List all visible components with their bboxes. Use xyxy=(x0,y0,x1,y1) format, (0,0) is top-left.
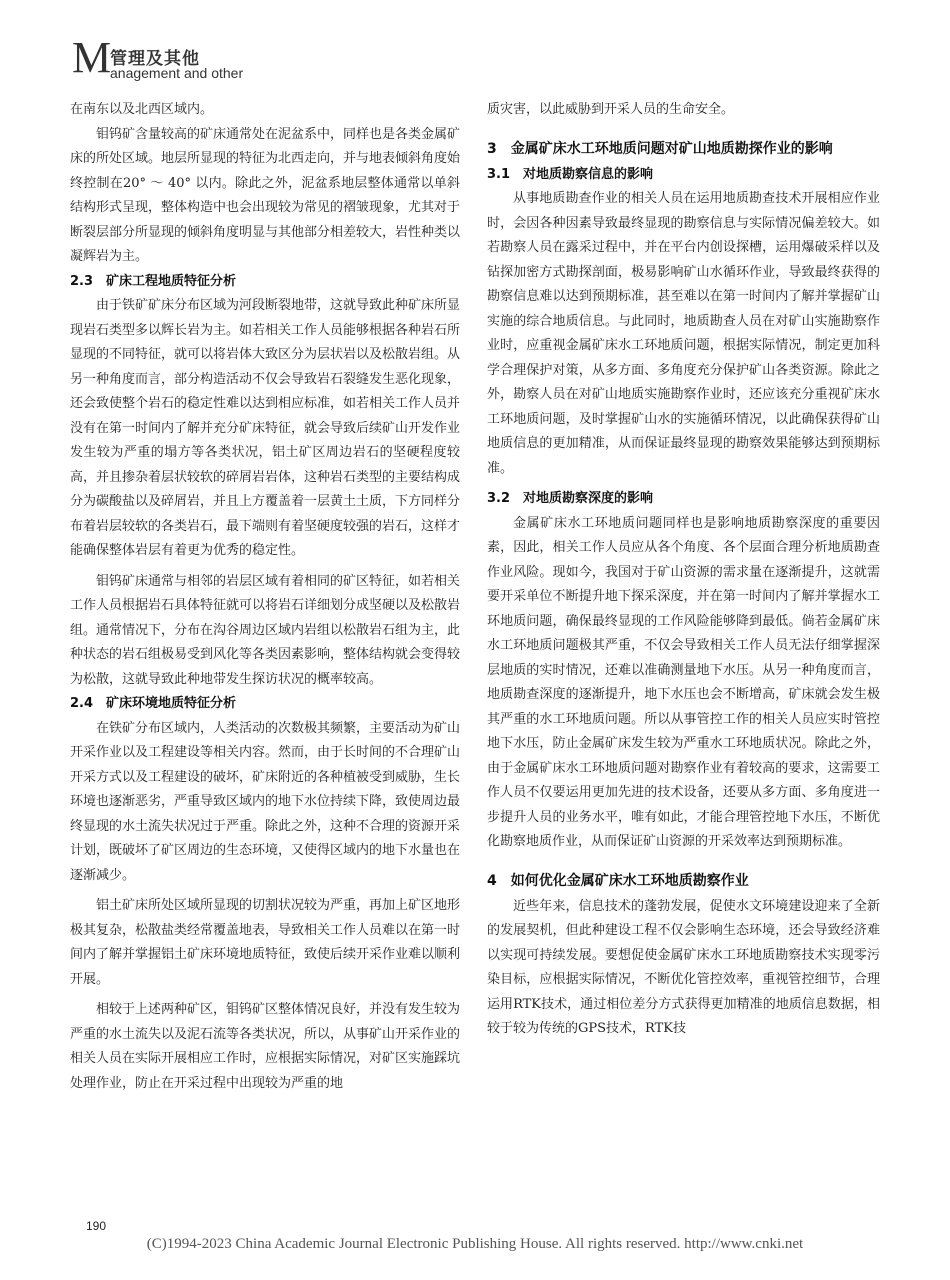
paragraph: 由于铁矿矿床分布区域为河段断裂地带，这就导致此种矿床所显现岩石类型多以辉长岩为主。如若相关工作人员能够根据各种岩石所显现的不同特征，就可以将岩体大致区分为层状岩以及松散岩组。从另一种角度而言，部分构造活动不仅会导致岩石裂缝发生恶化现象，还会致使整个岩石的稳定性难以达到相应标准，如若相关工作人员并没有在第一时间内了解并充分矿床特征，就会导致后续矿山开发作业发生较为严重的塌方等各类状况，铝土矿区周边岩石的坚硬程度较高，并且掺杂着层状较软的碎屑岩岩体，这种岩石类型的主要结构成分为碳酸盐以及碎屑岩，并且上方覆盖着一层黄土土质，下方同样分布着岩层较软的各类岩石，最下端则有着坚硬度较强的岩石，这样才能确保整体岩层有着更为优秀的稳定性。 xyxy=(70,298,461,558)
paragraph: 金属矿床水工环地质问题同样也是影响地质勘察深度的重要因素，因此，相关工作人员应从各个角度、各个层面合理分析地质勘查作业风险。现如今，我国对于矿山资源的需求量在逐渐提升，这就需要开采单位不断提升地下探采深度，并在第一时间内了解并掌握水工环地质问题，确保最终显现的工作风险能够降到最低。倘若金属矿床水工环地质问题极其严重，不仅会导致相关工作人员无法仔细掌握深层地质的实时情况，还难以准确测量地下水压。从另一种角度而言，地质勘查深度的逐渐提升，地下水压也会不断增高，矿床就会发生极其严重的水工环地质问题。所以从事管控工作的相关人员应实时管控地下水压，防止金属矿床发生较为严重水工环地质状况。除此之外，由于金属矿床水工环地质问题对勘察作业有着较高的要求，这需要工作人员不仅要运用更加先进的技术设备，还要从多方面、多角度进一步提升人员的业务水平，唯有如此，才能合理管控地下水压，不断优化勘察地质作业，从而保证矿山资源的开采效率达到预期标准。 xyxy=(487,515,880,849)
page-number: 190 xyxy=(86,1219,107,1233)
section-heading-2-4: 2.4 矿床环境地质特征分析 xyxy=(70,696,237,711)
section-heading-3-2: 3.2 对地质勘察深度的影响 xyxy=(487,491,654,506)
paragraph: 在铁矿分布区域内，人类活动的次数极其频繁，主要活动为矿山开采作业以及工程建设等相关内容。然而，由于长时间的不合理矿山开采方式以及工程建设的破坏，矿床附近的各种植被受到威胁，生长环境也逐渐恶劣，严重导致区域内的地下水位持续下降，致使周边最终显现的水土流失状况过于严重。除此之外，这种不合理的资源开采计划，既破坏了矿区周边的生态环境，又使得区域内的地下水量也在逐渐减少。 xyxy=(70,720,461,883)
section-heading-3: 3 金属矿床水工环地质问题对矿山地质勘探作业的影响 xyxy=(487,140,833,157)
paragraph: 近些年来，信息技术的蓬勃发展，促使水文环境建设迎来了全新的发展契机，但此种建设工程不仅会影响生态环境，还会导致经济难以实现可持续发展。要想促使金属矿床水工环地质勘察技术实现零污染目标，应根据实际情况，不断优化管控效率，重视管控细节，合理运用RTK技术，通过相位差分方式获得更加精准的地质信息数据，相较于较为传统的GPS技术，RTK技 xyxy=(487,898,880,1036)
right-column xyxy=(487,98,880,1042)
header-title-en: anagement and other xyxy=(110,65,244,81)
paragraph: 从事地质勘查作业的相关人员在运用地质勘查技术开展相应作业时，会因各种因素导致最终显现的勘察信息与实际情况偏差较大。如若勘察人员在露采过程中，并在平台内创设探槽，运用爆破采样以及钻探加密方式勘探剖面，极易影响矿山水循环作业，导致最终获得的勘察信息难以达到预期标准，甚至难以在第一时间内了解并掌握矿山实施的综合地质信息。与此同时，地质勘查人员在对矿山实施勘察作业时，应重视金属矿床水工环地质问题，根据实际情况，制定更加科学合理保护对策，从多方面、多角度充分保护矿山各类资源。除此之外，勘察人员在对矿山地质实施勘察作业时，还应该充分重视矿床水工环地质问题，及时掌握矿山水的实施循环情况，以此确保获得矿山地质信息的更加精准，从而保证最终显现的勘察效果能够达到预期标准。 xyxy=(487,191,880,476)
section-heading-3-1: 3.1 对地质勘察信息的影响 xyxy=(487,166,654,182)
section-heading-4: 4 如何优化金属矿床水工环地质勘察作业 xyxy=(487,872,749,889)
section-header xyxy=(72,33,372,86)
copyright-footer: (C)1994-2023 China Academic Journal Electronic Publishing House. All rights reserved. http://www.cnki.net xyxy=(146,1236,804,1252)
header-title-cn: 管理及其他 xyxy=(110,49,200,69)
paragraph: 钼钨矿含量较高的矿床通常处在泥盆系中，同样也是各类金属矿床的所处区域。地层所显现的特征为北西走向，并与地表倾斜角度始终控制在20° ～ 40° 以内。除此之外，泥盆系地层整体通常以单斜结构形式呈现，整体构造中也会出现较为常见的褶皱现象，尤其对于断裂层部分所显现的倾斜角度明显与其他部分相差较大，岩性种类以凝辉岩为主。 xyxy=(70,126,461,264)
section-heading-2-3: 2.3 矿床工程地质特征分析 xyxy=(70,273,237,289)
paragraph: 在南东以及北西区域内。 xyxy=(70,102,214,117)
header-initial-letter: M xyxy=(72,33,112,82)
paragraph: 质灾害，以此威胁到开采人员的生命安全。 xyxy=(487,102,735,117)
paragraph: 相较于上述两种矿区，钼钨矿区整体情况良好，并没有发生较为严重的水土流失以及泥石流等各类状况，所以，从事矿山开采作业的相关人员在实际开展相应工作时，应根据实际情况，对矿区实施踩坑处理作业，防止在开采过程中出现较为严重的地 xyxy=(70,1002,461,1091)
paragraph: 钼钨矿床通常与相邻的岩层区域有着相同的矿区特征，如若相关工作人员根据岩石具体特征就可以将岩石详细划分成坚硬以及松散岩组。通常情况下，分布在沟谷周边区域内岩组以松散岩石组为主，此种状态的岩石组极易受到风化等各类因素影响，整体结构就会变得较为松散，这就导致此种地带发生探访状况的概率较高。 xyxy=(70,573,461,687)
paragraph: 铝土矿床所处区域所显现的切割状况较为严重，再加上矿区地形极其复杂，松散盐类经常覆盖地表，导致相关工作人员难以在第一时间内了解并掌握铝土矿床环境地质特征，致使后续开采作业难以顺利开展。 xyxy=(70,898,461,987)
left-column xyxy=(70,98,460,1096)
